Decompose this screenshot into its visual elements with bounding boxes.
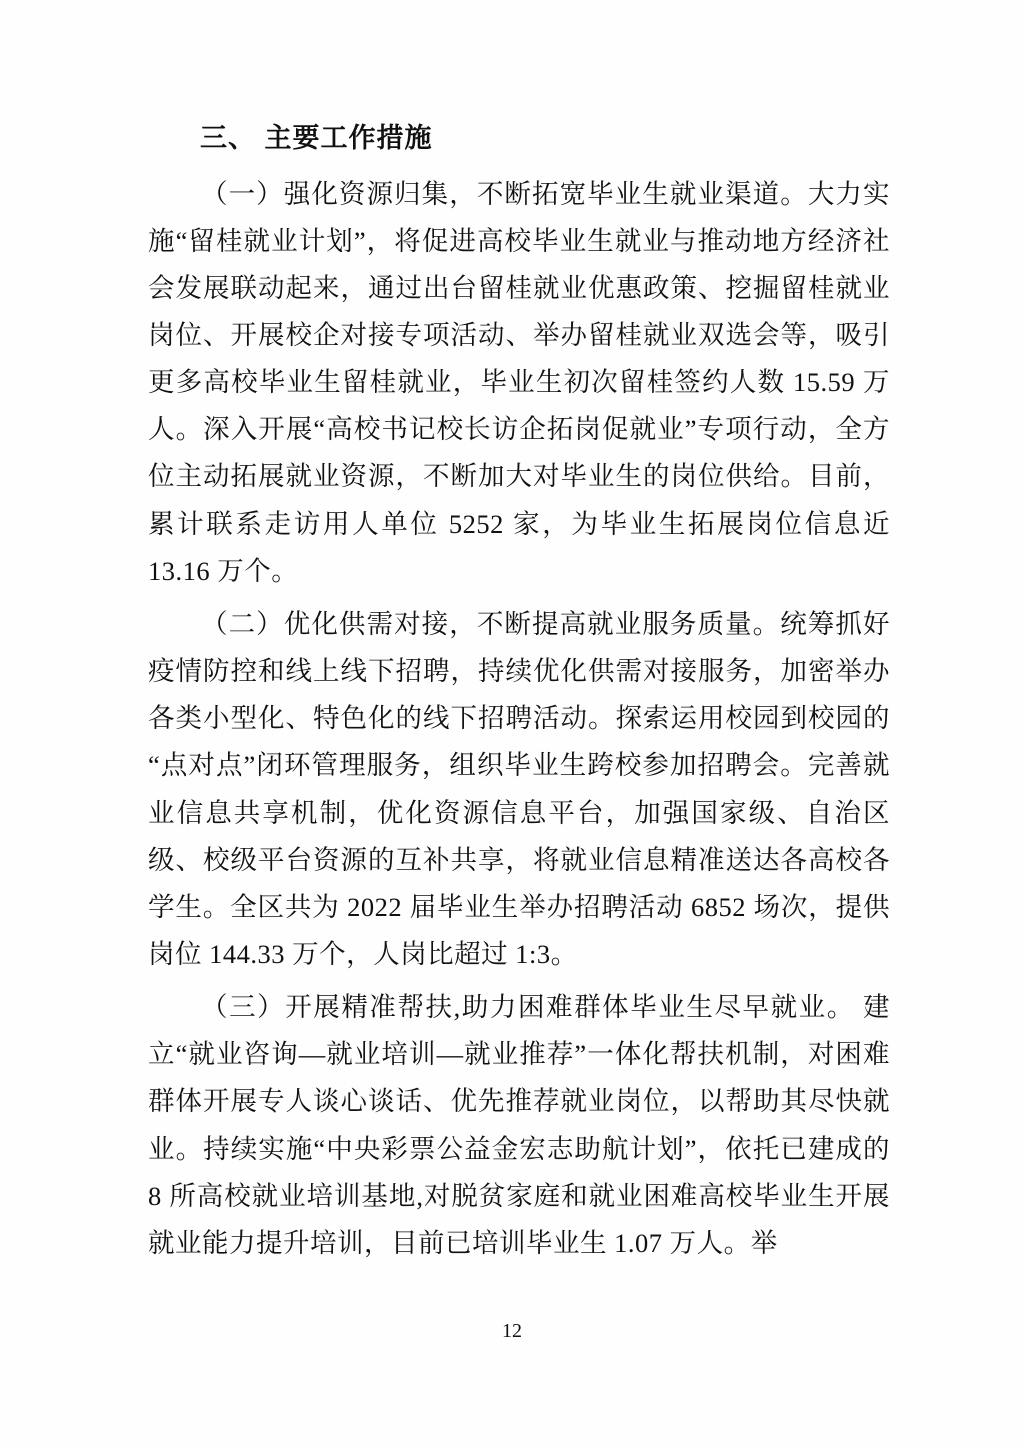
paragraph-three: （三）开展精准帮扶,助力困难群体毕业生尽早就业。 建立“就业咨询—就业培训—就业推荐”一体化帮扶机制，对困难群体开展专人谈心谈话、优先推荐就业岗位，以帮助其尽快就业。持续实施“中央彩票公益金宏志助航计划”，依托已建成的 8 所高校就业培训基地,对脱贫家庭和就业困难高校毕业生开展就业能力提升培训，目前已培训毕业生 1.07 万人。举 (148, 992, 890, 1258)
paragraph-two: （二）优化供需对接，不断提高就业服务质量。统筹抓好疫情防控和线上线下招聘，持续优化供需对接服务，加密举办各类小型化、特色化的线下招聘活动。探索运用校园到校园的“点对点”闭环管理服务，组织毕业生跨校参加招聘会。完善就业信息共享机制，优化资源信息平台，加强国家级、自治区级、校级平台资源的互补共享，将就业信息精准送达各高校各学生。全区共为 2022 届毕业生举办招聘活动 6852 场次，提供岗位 144.33 万个，人岗比超过 1:3。 (148, 608, 890, 969)
paragraph-one: （一）强化资源归集，不断拓宽毕业生就业渠道。大力实施“留桂就业计划”，将促进高校毕业生就业与推动地方经济社会发展联动起来，通过出台留桂就业优惠政策、挖掘留桂就业岗位、开展校企对接专项活动、举办留桂就业双选会等，吸引更多高校毕业生留桂就业，毕业生初次留桂签约人数 15.59 万人。深入开展“高校书记校长访企拓岗促就业”专项行动，全方位主动拓展就业资源，不断加大对毕业生的岗位供给。目前，累计联系走访用人单位 5252 家，为毕业生拓展岗位信息近 13.16 万个。 (148, 178, 890, 586)
page-content (148, 118, 890, 1267)
page-number: 12 (502, 1320, 522, 1342)
section-heading: 三、 主要工作措施 (200, 123, 433, 153)
